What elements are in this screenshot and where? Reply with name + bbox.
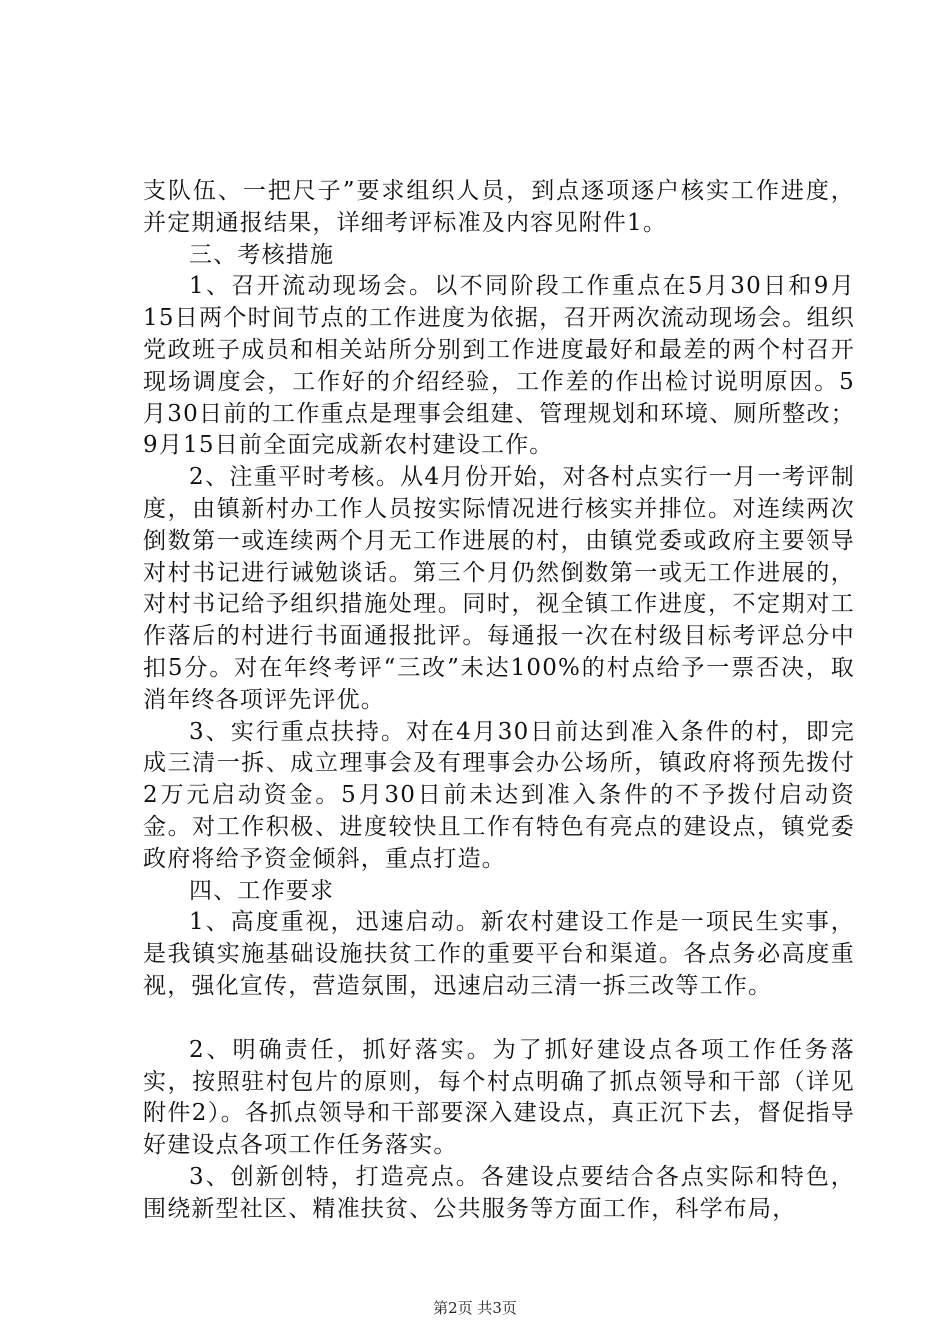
section-heading-4: 四、工作要求	[189, 877, 335, 904]
document-body	[143, 176, 855, 1226]
paragraph-3: 1、召开流动现场会。以不同阶段工作重点在5月30日和9月15日两个时间节点的工作进度为依据，召开两次流动现场会。组织党政班子成员和相关站所分别到工作进度最好和最差的两个村召开现场调度会，工作好的介绍经验，工作差的作出检讨说明原因。5月30日前的工作重点是理事会组建、管理规划和环境、厕所整改；9月15日前全面完成新农村建设工作。	[143, 273, 855, 459]
page-number-footer: 第2页 共3页	[433, 1299, 517, 1317]
section-heading-3: 三、考核措施	[189, 241, 335, 268]
blank-line	[143, 1003, 855, 1035]
paragraph-5: 3、实行重点扶持。对在4月30日前达到准入条件的村，即完成三清一拆、成立理事会及有理事会办公场所，镇政府将预先拨付2万元启动资金。5月30日前未达到准入条件的不予拨付启动资金。对工作积极、进度较快且工作有特色有亮点的建设点，镇党委政府将给予资金倾斜，重点打造。	[143, 718, 855, 872]
paragraph-4: 2、注重平时考核。从4月份开始，对各村点实行一月一考评制度，由镇新村办工作人员按实际情况进行核实并排位。对连续两次倒数第一或连续两个月无工作进展的村，由镇党委或政府主要领导对村书记进行诫勉谈话。第三个月仍然倒数第一或无工作进展的，对村书记给予组织措施处理。同时，视全镇工作进度，不定期对工作落后的村进行书面通报批评。每通报一次在村级目标考评总分中扣5分。对在年终考评“三改”未达100%的村点给予一票否决，取消年终各项评先评优。	[143, 464, 855, 713]
paragraph-7: 1、高度重视，迅速启动。新农村建设工作是一项民生实事，是我镇实施基础设施扶贫工作的重要平台和渠道。各点务必高度重视，强化宣传，营造氛围，迅速启动三清一拆三改等工作。	[143, 909, 855, 999]
paragraph-1: 支队伍、一把尺子”要求组织人员，到点逐项逐户核实工作进度，并定期通报结果，详细考评标准及内容见附件1。	[143, 178, 855, 236]
paragraph-9: 3、创新创特，打造亮点。各建设点要结合各点实际和特色，围绕新型社区、精准扶贫、公共服务等方面工作，科学布局，	[143, 1163, 855, 1222]
paragraph-8: 2、明确责任，抓好落实。为了抓好建设点各项工作任务落实，按照驻村包片的原则，每个村点明确了抓点领导和干部（详见附件2）。各抓点领导和干部要深入建设点，真正沉下去，督促指导好建设点各项工作任务落实。	[143, 1036, 855, 1159]
